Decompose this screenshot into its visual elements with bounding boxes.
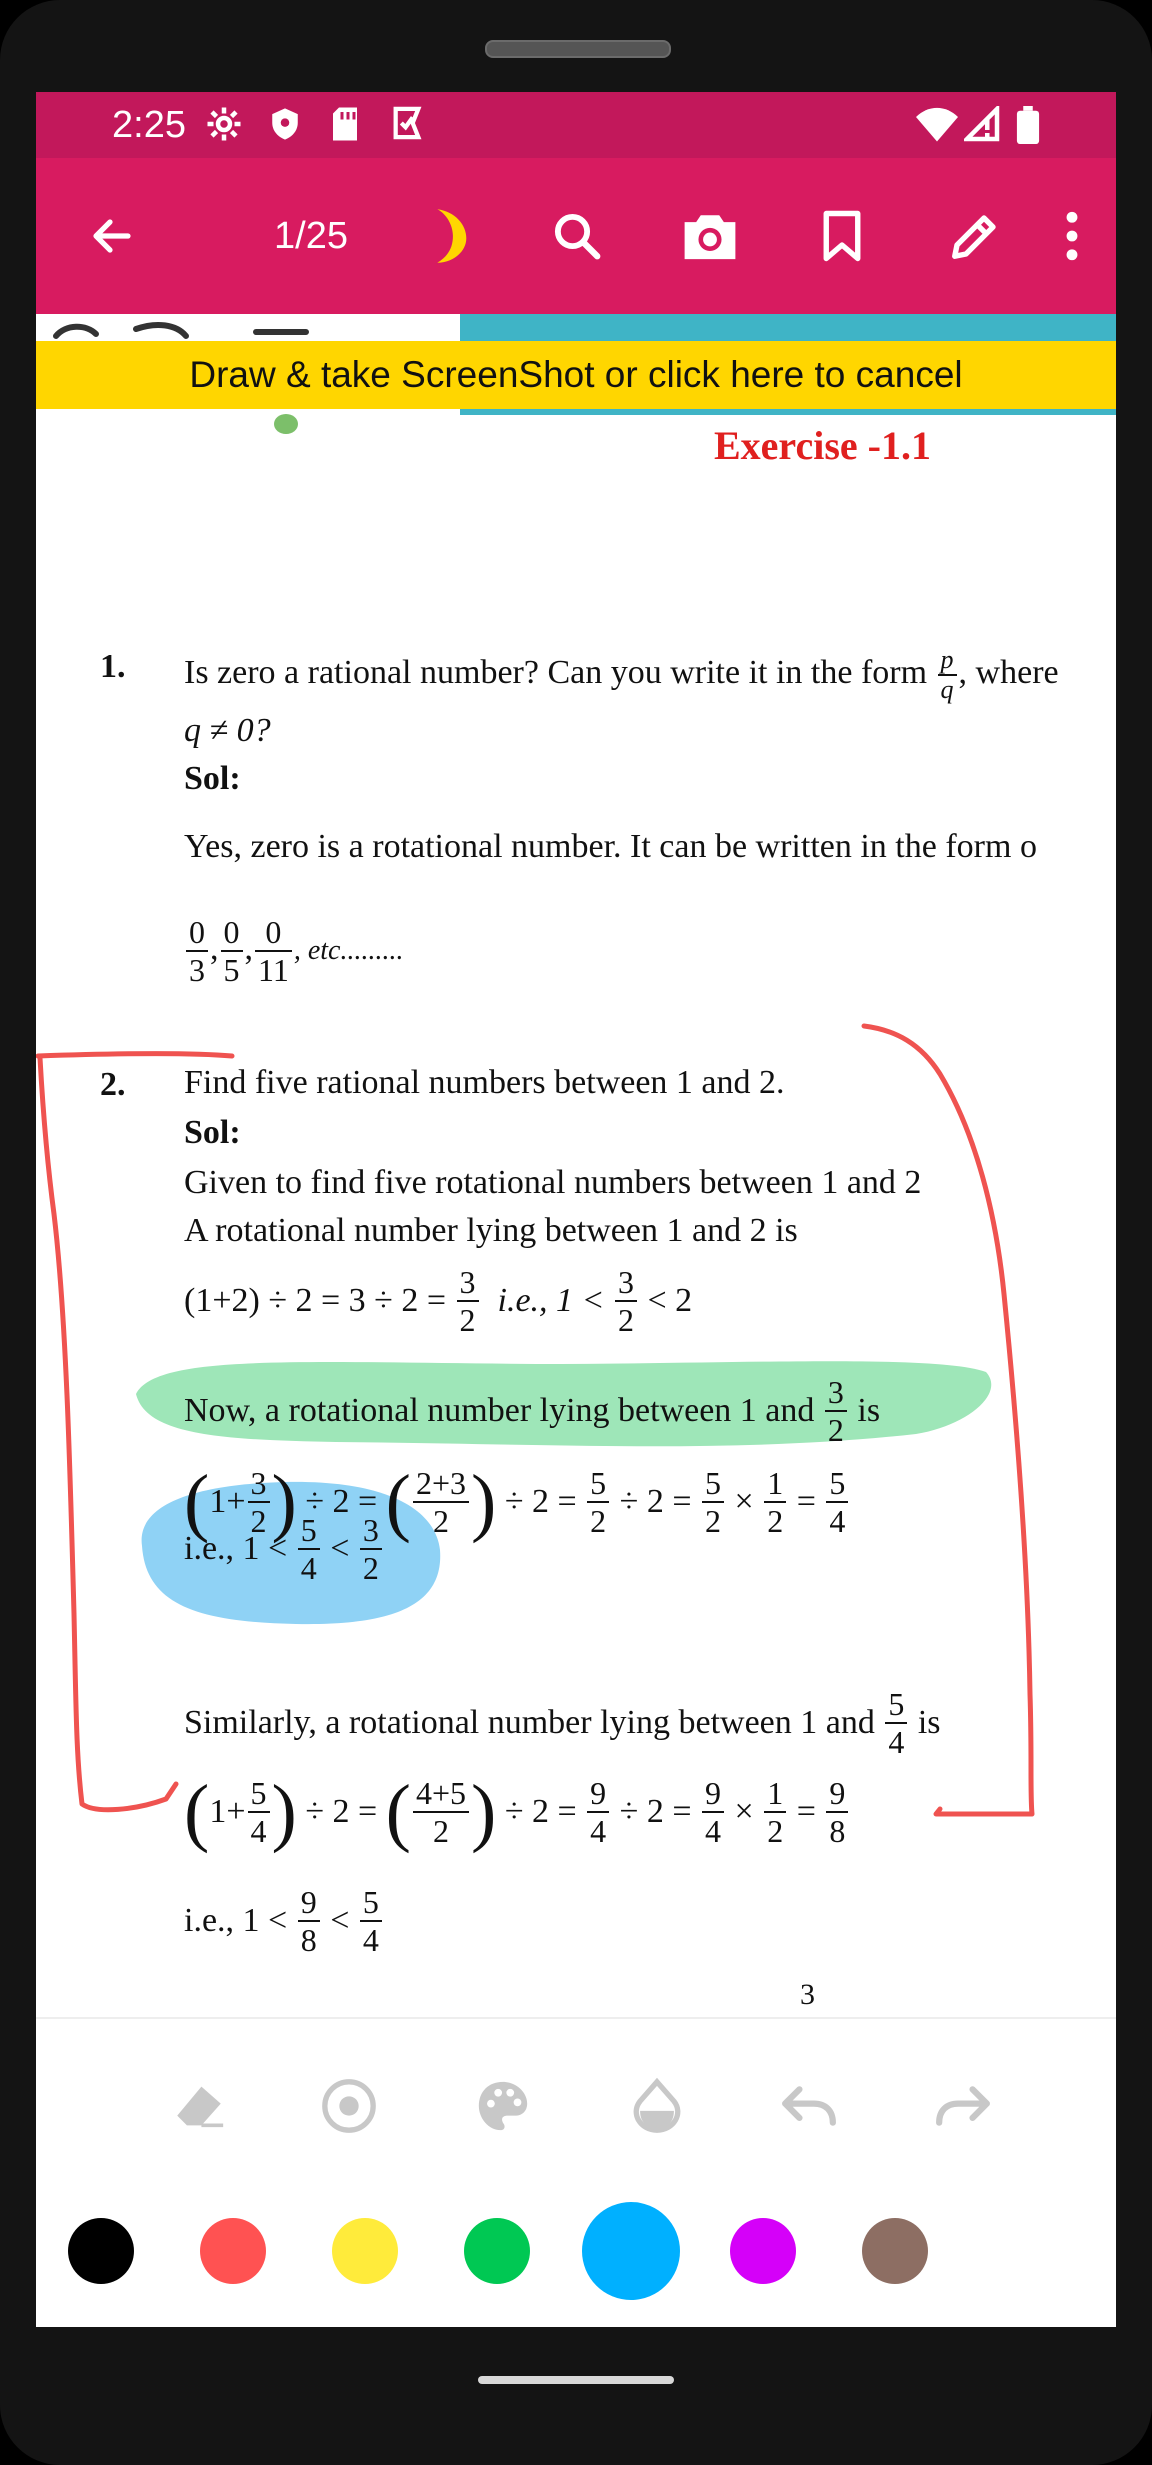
palette-button[interactable] <box>468 2071 538 2141</box>
eq3-g: = <box>796 1793 816 1830</box>
num: 3 <box>457 1264 479 1302</box>
document-page[interactable] <box>36 314 1116 2017</box>
den: 2 <box>767 1813 784 1849</box>
den: 2 <box>590 1503 607 1539</box>
den: 8 <box>300 1922 317 1958</box>
eraser-icon <box>170 2077 228 2135</box>
ie3-text: i.e., 1 < <box>184 1902 288 1939</box>
num: 3 <box>248 1465 270 1503</box>
q1-sol-label: Sol: <box>184 760 241 797</box>
bookmark-button[interactable] <box>806 200 878 272</box>
fraction-5-4 <box>826 1465 848 1539</box>
question-number-2: 2. <box>100 1066 126 1103</box>
fraction-9-8 <box>298 1884 320 1958</box>
pencil-icon <box>948 209 1002 263</box>
wifi-icon <box>916 106 958 142</box>
eraser-button[interactable] <box>164 2071 234 2141</box>
draw-button[interactable] <box>939 200 1011 272</box>
question-number-1: 1. <box>100 648 126 685</box>
fraction-0-11 <box>255 914 292 988</box>
question-1-part-b: , where <box>958 653 1059 691</box>
ie-line-3 <box>184 1884 384 1958</box>
den: 11 <box>258 952 289 988</box>
den: 4 <box>888 1724 905 1760</box>
num: 0 <box>255 914 292 952</box>
eq2-f: × <box>734 1483 754 1520</box>
den: 4 <box>362 1922 379 1958</box>
den: 2 <box>362 1550 379 1586</box>
den: 2 <box>705 1503 722 1539</box>
eq1-end: < 2 <box>647 1282 693 1319</box>
num: 0 <box>186 914 208 952</box>
cut-off-line: 3 <box>800 1978 815 2011</box>
frac-p: p <box>938 646 957 676</box>
opacity-button[interactable] <box>622 2071 692 2141</box>
back-arrow-icon <box>88 212 136 260</box>
pen-size-button[interactable] <box>314 2071 384 2141</box>
num: 5 <box>826 1465 848 1503</box>
fraction-3-2 <box>825 1374 847 1448</box>
now-line-text: Now, a rotational number lying between 1 and <box>184 1392 815 1429</box>
den: 4 <box>590 1813 607 1849</box>
den: 2 <box>432 1813 449 1849</box>
num: 5 <box>885 1686 907 1724</box>
question-1-part-a: Is zero a rational number? Can you write it in the form <box>184 653 928 691</box>
q2-sol-label: Sol: <box>184 1114 241 1151</box>
num: 3 <box>825 1374 847 1412</box>
redo-icon <box>932 2081 994 2131</box>
q1-examples: $\frac{0}{3}$ , $\frac{0}{5}$ , $\frac{0}{11}$ , etc......... <box>184 914 403 988</box>
fraction-5-2 <box>587 1465 609 1539</box>
eq3-e: ÷ 2 = <box>619 1793 692 1830</box>
den: 2 <box>459 1302 476 1338</box>
home-indicator[interactable] <box>478 2376 674 2384</box>
color-swatch-1[interactable] <box>68 2218 134 2284</box>
num: 4+5 <box>413 1775 469 1813</box>
num: 9 <box>587 1775 609 1813</box>
night-mode-icon <box>417 207 471 265</box>
lt-sign: < <box>330 1530 350 1567</box>
status-bar <box>36 92 1116 158</box>
num: 3 <box>360 1512 382 1550</box>
lt-sign: < <box>330 1902 350 1939</box>
equation-1 <box>184 1264 692 1338</box>
den: 4 <box>300 1550 317 1586</box>
fraction-2plus3-2 <box>413 1465 469 1539</box>
fraction-9-8 <box>826 1775 848 1849</box>
undo-icon <box>778 2081 840 2131</box>
ie2-text: i.e., 1 < <box>184 1530 288 1567</box>
den: 5 <box>223 952 240 988</box>
num: 1 <box>764 1465 786 1503</box>
num: 5 <box>702 1465 724 1503</box>
num: 5 <box>587 1465 609 1503</box>
shield-icon <box>268 106 302 142</box>
etc-text: , etc......... <box>293 934 404 966</box>
target-icon <box>320 2077 378 2135</box>
eq2-g: = <box>796 1483 816 1520</box>
battery-icon <box>1016 106 1040 144</box>
similarly-line <box>184 1686 941 1760</box>
question-1-condition: q ≠ 0? <box>184 712 271 749</box>
den: 4 <box>829 1503 846 1539</box>
signal-icon <box>964 106 1000 142</box>
num: 5 <box>298 1512 320 1550</box>
more-vert-icon <box>1062 211 1082 261</box>
num: 9 <box>298 1884 320 1922</box>
den: 4 <box>705 1813 722 1849</box>
fraction-3-2 <box>360 1512 382 1586</box>
color-swatch-5[interactable] <box>582 2202 680 2300</box>
settings-icon <box>206 106 242 142</box>
num: 5 <box>360 1884 382 1922</box>
speaker-grille <box>485 40 671 58</box>
fraction-9-4 <box>702 1775 724 1849</box>
eq3-f: × <box>734 1793 754 1830</box>
q1-answer: Yes, zero is a rotational number. It can be written in the form o <box>184 828 1037 865</box>
equation-2: (1+ $\frac{3}{2}$ ) ÷ 2 = ( $\frac{2+3}{2}$ ) ÷ 2 = $\frac{5}{2}$ ÷ 2 = $\frac{5}{2}$ × $\frac{1}{2}$ = $\frac{5}{4}$ <box>184 1464 850 1540</box>
color-swatch-3[interactable] <box>332 2218 398 2284</box>
screenshot-cancel-banner[interactable]: Draw & take ScreenShot or click here to cancel <box>36 341 1116 409</box>
fraction-3-2 <box>457 1264 479 1338</box>
num: 3 <box>615 1264 637 1302</box>
fraction-5-2 <box>702 1465 724 1539</box>
den: 8 <box>829 1813 846 1849</box>
eq2-a: 1+ <box>209 1483 246 1520</box>
q2-line-2: A rotational number lying between 1 and 2 is <box>184 1212 798 1249</box>
den: 2 <box>250 1503 267 1539</box>
fraction-4plus5-2 <box>413 1775 469 1849</box>
undo-button[interactable] <box>774 2071 844 2141</box>
equation-3: (1+ $\frac{5}{4}$ ) ÷ 2 = ( $\frac{4+5}{2}$ ) ÷ 2 = $\frac{9}{4}$ ÷ 2 = $\frac{9}{4}$ × $\frac{1}{2}$ = $\frac{9}{8}$ <box>184 1774 850 1850</box>
fraction-5-4 <box>298 1512 320 1586</box>
fraction-5-4 <box>885 1686 907 1760</box>
overflow-menu-button[interactable] <box>1036 200 1108 272</box>
search-icon <box>550 209 604 263</box>
color-swatch-7[interactable] <box>862 2218 928 2284</box>
den: 4 <box>250 1813 267 1849</box>
question-2-text: Find five rational numbers between 1 and 2. <box>184 1064 785 1101</box>
num: 5 <box>248 1775 270 1813</box>
palette-icon <box>474 2077 532 2135</box>
screenshot-button[interactable] <box>674 200 746 272</box>
ie-line-2 <box>184 1512 384 1586</box>
similarly-text: Similarly, a rotational number lying between 1 and <box>184 1704 875 1741</box>
eq1-ie: i.e., 1 < <box>497 1282 605 1319</box>
drawing-tools-panel <box>36 2017 1116 2327</box>
fraction-1-2 <box>764 1775 786 1849</box>
is-text: is <box>857 1392 881 1429</box>
status-time: 2:25 <box>112 104 186 146</box>
camera-icon <box>680 209 740 263</box>
color-swatch-6[interactable] <box>730 2218 796 2284</box>
color-swatch-2[interactable] <box>200 2218 266 2284</box>
redo-button[interactable] <box>928 2071 998 2141</box>
eq3-d: ÷ 2 = <box>504 1793 577 1830</box>
color-swatch-4[interactable] <box>464 2218 530 2284</box>
fraction-9-4 <box>587 1775 609 1849</box>
eq3-b: ÷ 2 = <box>305 1793 378 1830</box>
frac-q: q <box>940 675 954 704</box>
num: 9 <box>826 1775 848 1813</box>
den: 2 <box>767 1503 784 1539</box>
eq1-left: (1+2) ÷ 2 = 3 ÷ 2 = <box>184 1282 446 1319</box>
num: 2+3 <box>413 1465 469 1503</box>
den: 2 <box>617 1302 634 1338</box>
den: 3 <box>189 952 205 988</box>
eq2-d: ÷ 2 = <box>504 1483 577 1520</box>
eq2-b: ÷ 2 = <box>305 1483 378 1520</box>
den: 2 <box>432 1503 449 1539</box>
app-screen <box>36 92 1116 2327</box>
page-indicator[interactable]: 1/25 <box>274 215 348 257</box>
now-line <box>184 1374 880 1448</box>
fraction-0-5 <box>221 914 243 988</box>
fraction-5-4 <box>360 1884 382 1958</box>
p-over-q-fraction <box>938 646 957 704</box>
fraction-1-2 <box>764 1465 786 1539</box>
opacity-icon <box>632 2077 682 2135</box>
exercise-title: Exercise -1.1 <box>714 423 931 468</box>
den: 2 <box>827 1412 844 1448</box>
app-toolbar <box>36 158 1116 314</box>
check-icon <box>390 106 424 140</box>
night-mode-button[interactable] <box>408 200 480 272</box>
search-button[interactable] <box>541 200 613 272</box>
bookmark-icon <box>820 209 864 263</box>
fraction-0-3 <box>186 914 208 988</box>
back-button[interactable] <box>76 200 148 272</box>
fraction-3-2 <box>615 1264 637 1338</box>
eq2-e: ÷ 2 = <box>619 1483 692 1520</box>
num: 0 <box>221 914 243 952</box>
sd-card-icon <box>330 106 360 142</box>
question-1-text <box>184 646 1059 704</box>
num: 9 <box>702 1775 724 1813</box>
q2-line-1: Given to find five rotational numbers between 1 and 2 <box>184 1164 922 1201</box>
is-text: is <box>917 1704 941 1741</box>
num: 1 <box>764 1775 786 1813</box>
fraction-5-4 <box>248 1775 270 1849</box>
eq3-a: 1+ <box>209 1793 246 1830</box>
